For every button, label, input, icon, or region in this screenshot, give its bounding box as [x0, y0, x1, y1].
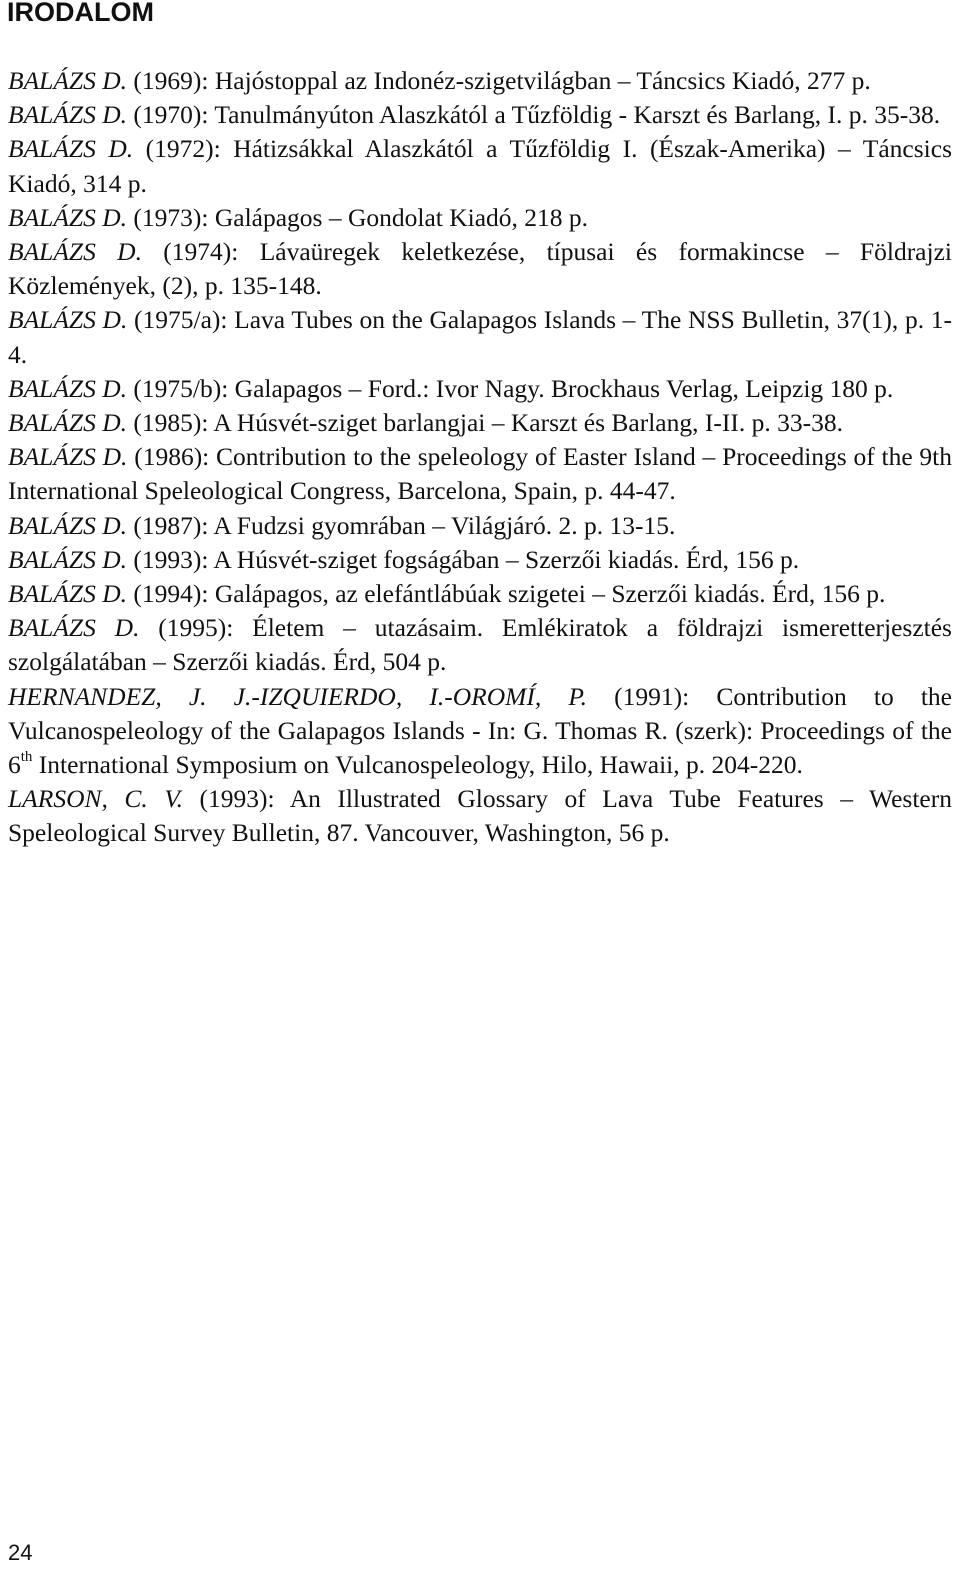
- reference-list: [8, 64, 952, 851]
- reference-author: BALÁZS D.: [8, 408, 128, 438]
- reference-item: [8, 132, 952, 200]
- reference-item: [8, 235, 952, 303]
- reference-author: BALÁZS D.: [8, 100, 128, 130]
- reference-author: BALÁZS D.: [8, 579, 128, 609]
- reference-item: [8, 64, 952, 98]
- reference-text: (1969): Hajóstoppal az Indonéz-szigetvilágban – Táncsics Kiadó, 277 p.: [127, 66, 871, 95]
- reference-text: (1973): Galápagos – Gondolat Kiadó, 218 p.: [127, 202, 589, 232]
- reference-text: (1975/b): Galapagos – Ford.: Ivor Nagy. Brockhaus Verlag, Leipzig 180 p.: [127, 373, 894, 403]
- reference-text: (1972): Hátizsákkal Alaszkától a Tűzföldig I. (Észak-Amerika) – Táncsics Kiadó, 314 p.: [8, 134, 952, 198]
- reference-item: [8, 406, 952, 440]
- reference-text: (1995): Életem – utazásaim. Emlékiratok a földrajzi ismeretterjesztés szolgálatában – Szerzői kiadás. Érd, 504 p.: [8, 613, 952, 677]
- reference-item: [8, 680, 952, 783]
- reference-item: [8, 372, 952, 406]
- reference-item: [8, 577, 952, 611]
- reference-author: LARSON, C. V.: [8, 784, 183, 814]
- reference-item: [8, 303, 952, 371]
- reference-item: [8, 543, 952, 577]
- reference-text: (1986): Contribution to the speleology of Easter Island – Proceedings of the 9th International Speleological Congress, Barcelona, Spain, p. 44-47.: [8, 442, 953, 506]
- reference-text-continued: International Symposium on Vulcanospeleology, Hilo, Hawaii, p. 204-220.: [32, 750, 803, 780]
- reference-author: BALÁZS D.: [8, 442, 128, 472]
- reference-text: (1993): A Húsvét-sziget fogságában – Szerzői kiadás. Érd, 156 p.: [127, 544, 800, 574]
- reference-author: BALÁZS D.: [8, 305, 128, 335]
- reference-author: BALÁZS D.: [8, 373, 128, 403]
- reference-item: [8, 782, 952, 850]
- superscript-ordinal: th: [20, 748, 33, 765]
- reference-author: BALÁZS D.: [8, 237, 142, 267]
- reference-item: [8, 509, 952, 543]
- reference-text: (1985): A Húsvét-sziget barlangjai – Karszt és Barlang, I-II. p. 33-38.: [127, 408, 843, 438]
- reference-author: BALÁZS D.: [8, 66, 128, 95]
- reference-author: BALÁZS D.: [8, 613, 140, 643]
- reference-text: (1991): Contribution to the Vulcanospeleology of the Galapagos Islands - In: G. Thomas R. (szerk): Proceedings of the 6: [8, 681, 952, 780]
- reference-text: (1987): A Fudzsi gyomrában – Világjáró. 2. p. 13-15.: [127, 510, 676, 540]
- reference-item: [8, 201, 952, 235]
- reference-text: (1993): An Illustrated Glossary of Lava Tube Features – Western Speleological Survey Bulletin, 87. Vancouver, Washington, 56 p.: [8, 784, 952, 848]
- reference-text: (1975/a): Lava Tubes on the Galapagos Islands – The NSS Bulletin, 37(1), p. 1-4.: [8, 305, 952, 369]
- reference-item: [8, 98, 952, 132]
- reference-author: BALÁZS D.: [8, 510, 128, 540]
- reference-item: [8, 611, 952, 679]
- reference-author: HERNANDEZ, J. J.-IZQUIERDO, I.-OROMÍ, P.: [8, 681, 588, 711]
- reference-text: (1974): Lávaüregek keletkezése, típusai és formakincse – Földrajzi Közlemények, (2), p. 135-148.: [8, 237, 952, 301]
- reference-text: (1970): Tanulmányúton Alaszkától a Tűzföldig - Karszt és Barlang, I. p. 35-38.: [127, 100, 941, 130]
- reference-author: BALÁZS D.: [8, 134, 134, 164]
- reference-item: [8, 440, 952, 508]
- page-number: 24: [8, 1540, 33, 1565]
- reference-text: (1994): Galápagos, az elefántlábúak szigetei – Szerzői kiadás. Érd, 156 p.: [127, 579, 886, 609]
- page-title: IRODALOM: [7, 0, 154, 27]
- reference-author: BALÁZS D.: [8, 544, 128, 574]
- reference-author: BALÁZS D.: [8, 202, 128, 232]
